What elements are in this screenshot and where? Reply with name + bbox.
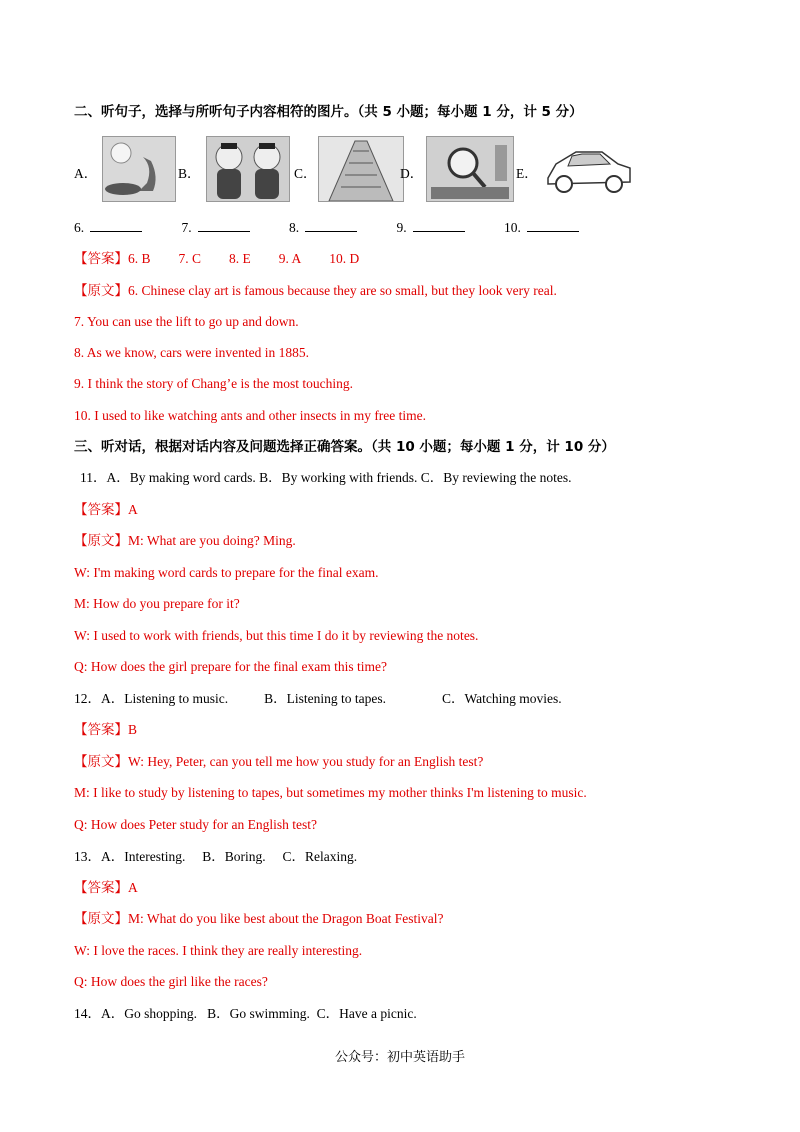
blank-7[interactable] — [198, 219, 250, 232]
script-line: Q: How does the girl like the races? — [74, 974, 268, 989]
script-tag: 【原文】 — [74, 754, 128, 770]
change-moon-icon — [103, 137, 175, 201]
question-13: 13．A．Interesting. B．Boring. C．Relaxing. — [74, 849, 358, 864]
answer-value: B — [128, 722, 138, 737]
blank-label-6: 6. — [74, 220, 85, 235]
script-line — [74, 910, 443, 928]
answer-7: 7. C — [178, 251, 202, 266]
script-tag: 【原文】 — [74, 533, 128, 549]
magnifier-icon — [427, 137, 513, 201]
script-line: 9. I think the story of Chang’e is the most touching. — [74, 376, 353, 391]
script-line: 7. You can use the lift to go up and down. — [74, 314, 299, 329]
car-illustration — [542, 136, 634, 200]
image-label-c: C． — [294, 166, 317, 181]
blank-8[interactable] — [305, 219, 357, 232]
clay-dolls-icon — [207, 137, 289, 201]
script-line: W: I love the races. I think they are really interesting. — [74, 943, 363, 958]
car-icon — [542, 136, 634, 200]
footer: 公众号：初中英语助手 — [334, 1050, 465, 1065]
script-line: 8. As we know, cars were invented in 1885. — [74, 345, 309, 360]
blank-label-10: 10. — [504, 220, 521, 235]
question-12 — [74, 690, 562, 708]
section3-heading: 三、听对话，根据对话内容及问题选择正确答案。（共 10 小题；每小题 1 分，计 10 分） — [74, 439, 615, 455]
clay-figures-illustration — [206, 136, 290, 202]
answer-tag: 【答案】 — [74, 502, 128, 518]
script-line: W: I'm making word cards to prepare for the final exam. — [74, 565, 379, 580]
answer-9: 9. A — [278, 251, 302, 266]
answer-6: 6. B — [128, 251, 151, 266]
answer-tag: 【答案】 — [74, 251, 128, 267]
answer-tag: 【答案】 — [74, 880, 128, 896]
option-b: B．Listening to tapes. — [264, 691, 386, 706]
script-line: W: I used to work with friends, but this time I do it by reviewing the notes. — [74, 628, 479, 643]
script-tag: 【原文】 — [74, 911, 128, 927]
script-line: M: I like to study by listening to tapes, but sometimes my mother thinks I'm listening to music. — [74, 785, 587, 800]
image-label-a: A． — [74, 166, 98, 181]
script-text: M: What do you like best about the Dragon Boat Festival? — [128, 911, 444, 926]
blank-6[interactable] — [90, 219, 142, 232]
escalator-icon — [319, 137, 403, 201]
script-line — [74, 753, 483, 771]
blank-label-8: 8. — [289, 220, 300, 235]
script-line — [74, 282, 557, 300]
question-11: 11．A．By making word cards. B．By working with friends. C．By reviewing the notes. — [80, 470, 572, 485]
script-line — [74, 532, 296, 550]
script-text: M: What are you doing? Ming. — [128, 533, 296, 548]
answer-value: A — [128, 502, 138, 517]
script-line: Q: How does the girl prepare for the final exam this time? — [74, 659, 388, 674]
script-line: Q: How does Peter study for an English test? — [74, 817, 317, 832]
answer-13 — [74, 879, 138, 897]
question-number: 12． — [74, 691, 101, 706]
blank-label-7: 7. — [181, 220, 192, 235]
blank-9[interactable] — [413, 219, 465, 232]
image-options-row — [74, 136, 634, 202]
answer-12 — [74, 721, 137, 739]
answer-value: A — [128, 880, 138, 895]
insect-watching-illustration — [426, 136, 514, 202]
change-moon-illustration — [102, 136, 176, 202]
answer-11 — [74, 501, 138, 519]
script-text: W: Hey, Peter, can you tell me how you study for an English test? — [128, 754, 484, 769]
blank-10[interactable] — [527, 219, 579, 232]
answer-8: 8. E — [229, 251, 251, 266]
image-label-b: B． — [178, 166, 201, 181]
option-c: C．Watching movies. — [442, 691, 562, 706]
script-line: 10. I used to like watching ants and other insects in my free time. — [74, 408, 427, 423]
option-a: A．Listening to music. — [101, 691, 229, 706]
image-label-d: D． — [400, 166, 424, 181]
script-text: 6. Chinese clay art is famous because they are so small, but they look very real. — [128, 283, 557, 298]
section2-answers — [74, 250, 387, 268]
blank-label-9: 9. — [396, 220, 407, 235]
answer-10: 10. D — [329, 251, 360, 266]
escalator-illustration — [318, 136, 404, 202]
answer-tag: 【答案】 — [74, 722, 128, 738]
blanks-row — [74, 219, 579, 237]
image-label-e: E． — [516, 166, 538, 181]
section2-heading: 二、听句子，选择与所听句子内容相符的图片。（共 5 小题；每小题 1 分，计 5 分） — [74, 104, 583, 120]
question-14: 14．A．Go shopping. B．Go swimming. C．Have a picnic. — [74, 1006, 417, 1021]
script-tag: 【原文】 — [74, 283, 128, 299]
script-line: M: How do you prepare for it? — [74, 596, 240, 611]
